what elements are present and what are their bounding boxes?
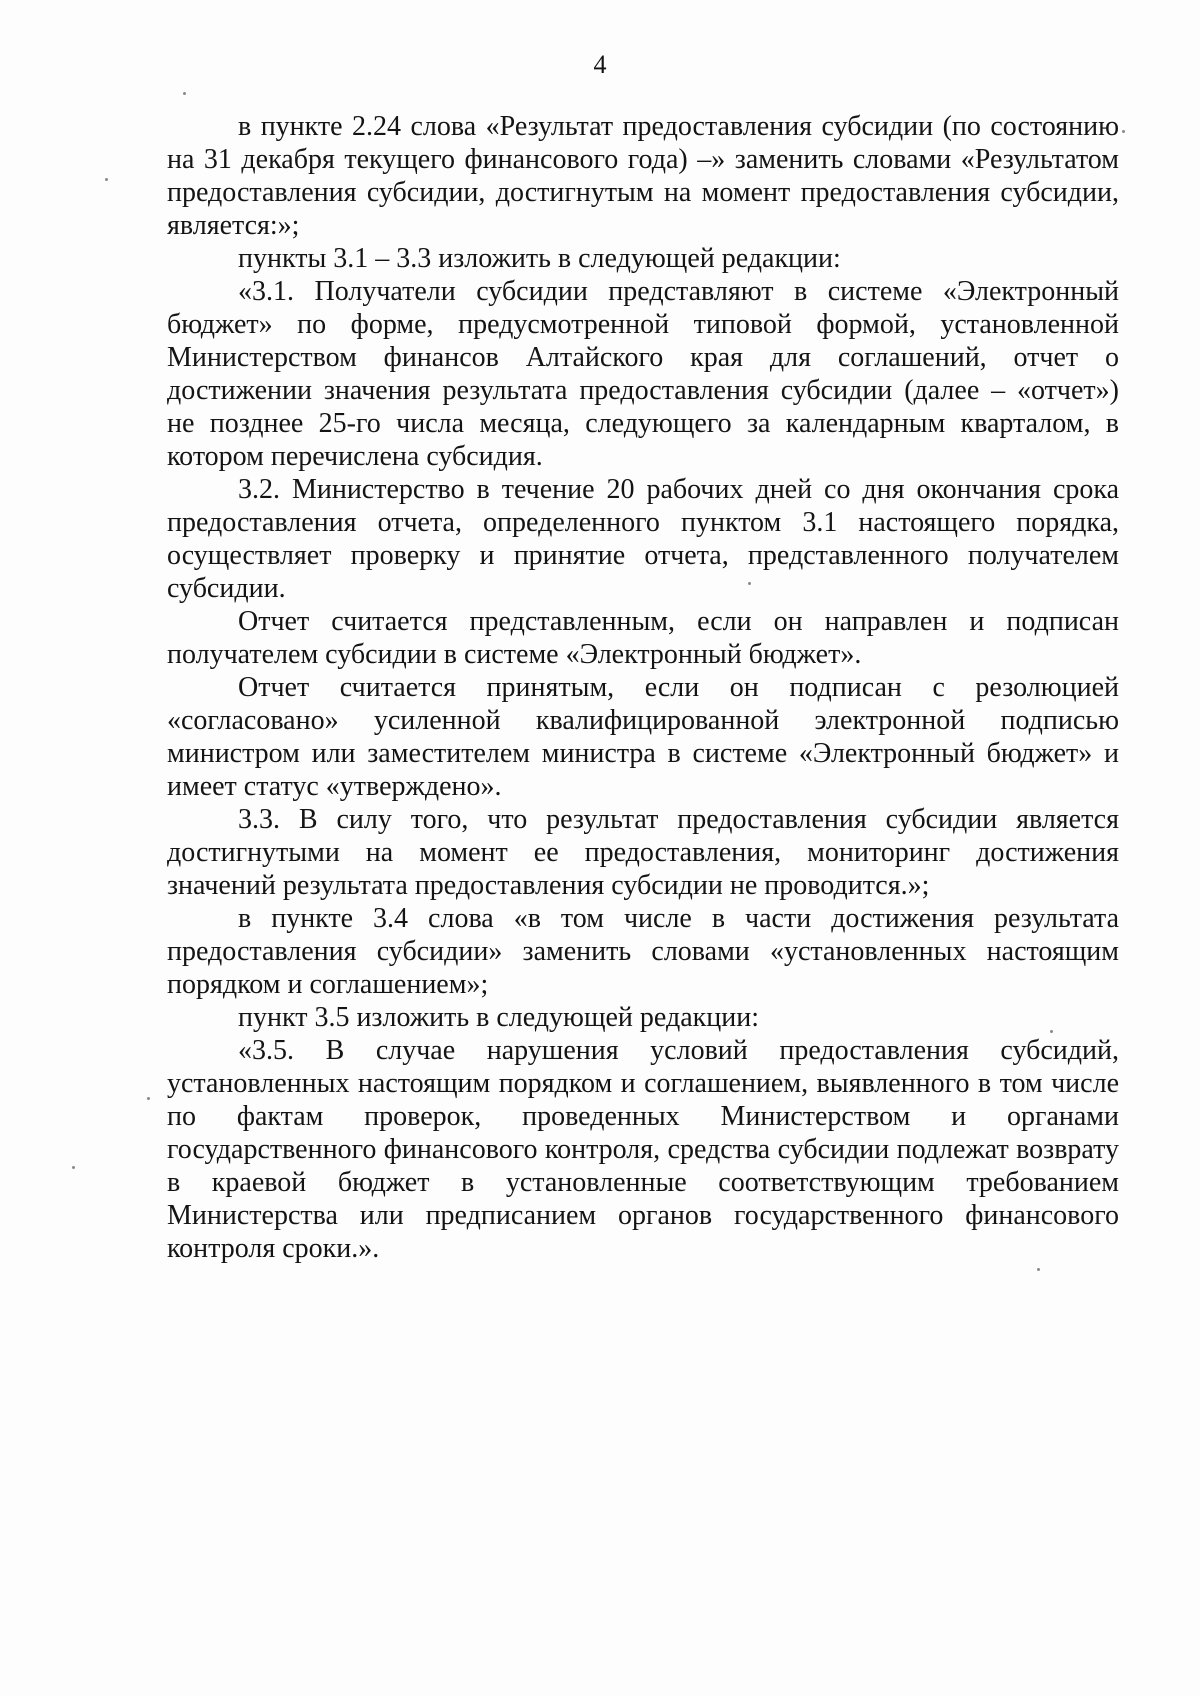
paragraph-points-3-1-3-3: пункты 3.1 – 3.3 изложить в следующей редакции:: [238, 243, 841, 274]
paragraph-report-submitted: Отчет считается представленным, если он направлен и подписан получателем субсидии в системе «Электронный бюджет».: [167, 606, 1119, 670]
scan-speck: [1050, 1030, 1053, 1033]
scan-speck: [147, 1097, 150, 1100]
paragraph-3-2: 3.2. Министерство в течение 20 рабочих дней со дня окончания срока предоставления отчета, определенного пунктом 3.1 настоящего порядка, осуществляет проверку и принятие отчета, представленного получателем субсидии.: [167, 474, 1119, 604]
paragraph-amend-3-4: в пункте 3.4 слова «в том числе в части достижения результата предоставления субсидии» заменить словами «установленных настоящим порядком и соглашением»;: [167, 903, 1119, 1000]
document-body: [167, 110, 1119, 1265]
scan-speck: [72, 1166, 75, 1169]
scan-speck: [105, 178, 108, 181]
paragraph-3-3: 3.3. В силу того, что результат предоставления субсидии является достигнутыми на момент ее предоставления, мониторинг достижения значений результата предоставления субсидии не проводится.»;: [167, 804, 1119, 901]
scan-speck: [748, 582, 751, 585]
paragraph-point-3-5: пункт 3.5 изложить в следующей редакции:: [238, 1002, 759, 1033]
paragraph-amend-2-24: в пункте 2.24 слова «Результат предоставления субсидии (по состоянию на 31 декабря текущего финансового года) –» заменить словами «Результатом предоставления субсидии, достигнутым на момент предоставления субсидии, является:»;: [167, 111, 1119, 241]
paragraph-3-5: «3.5. В случае нарушения условий предоставления субсидий, установленных настоящим порядком и соглашением, выявленного в том числе по фактам проверок, проведенных Министерством и органами государственного финансового контроля, средства субсидии подлежат возврату в краевой бюджет в установленные соответствующим требованием Министерства или предписанием органов государственного финансового контроля сроки.».: [167, 1035, 1119, 1264]
scan-speck: [183, 92, 186, 95]
page-number: 4: [593, 50, 607, 79]
scan-speck: [1037, 1268, 1040, 1271]
scan-speck: [1122, 130, 1125, 133]
paragraph-report-accepted: Отчет считается принятым, если он подписан с резолюцией «согласовано» усиленной квалифицированной электронной подписью министром или заместителем министра в системе «Электронный бюджет» и имеет статус «утверждено».: [167, 672, 1119, 802]
paragraph-3-1: «3.1. Получатели субсидии представляют в системе «Электронный бюджет» по форме, предусмотренной типовой формой, установленной Министерством финансов Алтайского края для соглашений, отчет о достижении значения результата предоставления субсидии (далее – «отчет») не позднее 25-го числа месяца, следующего за календарным кварталом, в котором перечислена субсидия.: [167, 276, 1119, 472]
